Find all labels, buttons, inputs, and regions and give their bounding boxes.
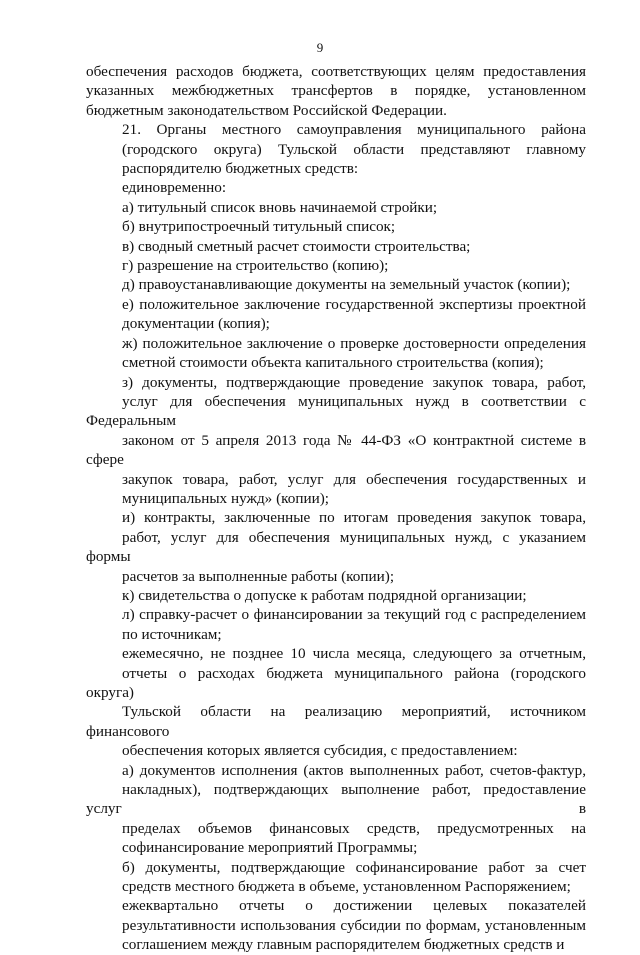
paragraph [86, 237, 586, 256]
paragraph [86, 508, 586, 586]
text-line: указанных межбюджетных трансфертов в порядке, установленном [86, 82, 586, 100]
text-line: отчеты о расходах бюджета муниципального района (городского округа) [86, 664, 586, 701]
text-line: распорядителю бюджетных средств: [122, 160, 359, 178]
text-line: обеспечения которых является субсидия, с предоставлением: [122, 742, 518, 760]
paragraph [86, 256, 586, 275]
text-line: сметной стоимости объекта капитального строительства (копия); [122, 354, 544, 372]
paragraph [86, 761, 586, 858]
document-body [86, 62, 586, 955]
text-line: услуг для обеспечения муниципальных нужд в соответствии с Федеральным [86, 392, 586, 430]
text-line: г) разрешение на строительство (копию); [122, 257, 389, 275]
text-line: ж) положительное заключение о проверке достоверности определения [122, 334, 586, 352]
text-line: б) документы, подтверждающие софинансирование работ за счет [122, 858, 586, 876]
text-line: а) титульный список вновь начинаемой стройки; [122, 198, 438, 216]
text-line: б) внутрипостроечный титульный список; [122, 218, 396, 236]
text-line: расчетов за выполненные работы (копии); [122, 567, 395, 585]
text-line: ежеквартально отчеты о достижении целевых показателей [122, 897, 586, 915]
paragraph [86, 896, 586, 954]
text-line: в) сводный сметный расчет стоимости строительства; [122, 237, 471, 255]
text-line: результативности использования субсидии по формам, установленным [122, 916, 586, 934]
text-line: соглашением между главным распорядителем бюджетных средств и [122, 936, 565, 954]
paragraph [86, 334, 586, 373]
page-number: 9 [316, 40, 324, 55]
text-line: работ, услуг для обеспечения муниципальных нужд, с указанием формы [86, 528, 586, 566]
paragraph [86, 120, 586, 178]
paragraph [86, 605, 586, 644]
text-line: Тульской области на реализацию мероприятий, источником финансового [86, 703, 586, 740]
paragraph [86, 373, 586, 509]
text-line: 21. Органы местного самоуправления муниципального района [122, 121, 586, 139]
text-line: з) документы, подтверждающие проведение закупок товара, работ, [122, 373, 586, 391]
paragraph [86, 198, 586, 217]
text-line: и) контракты, заключенные по итогам проведения закупок товара, [122, 509, 586, 527]
text-line: накладных), подтверждающих выполнение работ, предоставление услуг в [86, 781, 586, 818]
text-line: бюджетным законодательством Российской Федерации. [86, 101, 447, 119]
paragraph [86, 275, 586, 294]
paragraph [86, 586, 586, 605]
text-line: е) положительное заключение государственной экспертизы проектной [122, 295, 586, 313]
text-line: софинансирование мероприятий Программы; [122, 839, 418, 857]
text-line: ежемесячно, не позднее 10 числа месяца, следующего за отчетным, [122, 645, 586, 663]
paragraph [86, 858, 586, 897]
text-line: (городского округа) Тульской области представляют главному [122, 140, 586, 158]
paragraph [86, 295, 586, 334]
text-line: л) справку-расчет о финансировании за текущий год с распределением [122, 606, 586, 624]
text-line: средств местного бюджета в объеме, установленном Распоряжением; [122, 878, 571, 896]
text-line: муниципальных нужд» (копии); [122, 489, 329, 507]
text-line: законом от 5 апреля 2013 года № 44-ФЗ «О контрактной системе в сфере [86, 431, 586, 469]
text-line: пределах объемов финансовых средств, предусмотренных на [122, 819, 586, 837]
text-line: а) документов исполнения (актов выполненных работ, счетов-фактур, [122, 761, 586, 779]
text-line: закупок товара, работ, услуг для обеспечения государственных и [122, 470, 586, 488]
paragraph [86, 644, 586, 760]
text-line: к) свидетельства о допуске к работам подрядной организации; [122, 586, 527, 604]
text-line: по источникам; [122, 625, 222, 643]
paragraph [86, 217, 586, 236]
text-line: документации (копия); [122, 315, 270, 333]
text-line: единовременно: [122, 179, 227, 197]
paragraph [86, 178, 586, 197]
text-line: обеспечения расходов бюджета, соответствующих целям предоставления [86, 63, 586, 80]
text-line: д) правоустанавливающие документы на земельный участок (копии); [122, 276, 571, 294]
paragraph [86, 62, 586, 120]
